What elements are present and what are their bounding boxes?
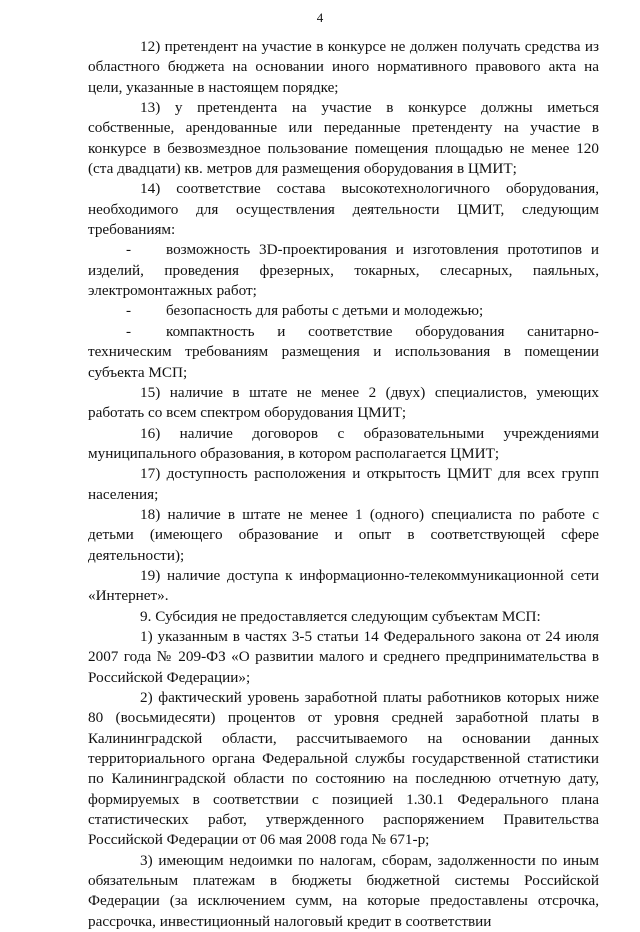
document-body — [88, 37, 599, 932]
paragraph-item-14: 14) соответствие состава высокотехнологичного оборудования, необходимого для осуществления деятельности ЦМИТ, следующим требованиям: — [88, 180, 599, 239]
paragraph-item-19: 19) наличие доступа к информационно-телекоммуникационной сети «Интернет». — [88, 566, 599, 605]
dash-marker: - — [126, 302, 132, 320]
bullet-item-compactness — [88, 322, 599, 383]
bullet-item-safety — [88, 301, 599, 321]
page-number: 4 — [316, 10, 324, 25]
bullet-text: безопасность для работы с детьми и молодежью; — [166, 302, 484, 320]
bullet-item-3d — [88, 240, 599, 301]
bullet-text: компактность и соответствие оборудования санитарно-техническим требованиям размещения и использования в помещении субъекта МСП; — [88, 322, 599, 381]
paragraph-item-15: 15) наличие в штате не менее 2 (двух) специалистов, умеющих работать со всем спектром оборудования ЦМИТ; — [88, 383, 599, 422]
paragraph-item-17: 17) доступность расположения и открытость ЦМИТ для всех групп населения; — [88, 465, 599, 503]
paragraph-item-16: 16) наличие договоров с образовательными учреждениями муниципального образования, в котором располагается ЦМИТ; — [88, 424, 599, 462]
bullet-text: возможность 3D-проектирования и изготовления прототипов и изделий, проведения фрезерных, токарных, слесарных, паяльных, электромонтажных работ; — [88, 241, 599, 300]
paragraph-item-13: 13) у претендента на участие в конкурсе должны иметься собственные, арендованные или переданные претенденту на участие в конкурсе в безвозмездное пользование помещения площадью не менее 120 (ста двадцати) кв. метров для размещения оборудования в ЦМИТ; — [88, 99, 599, 178]
dash-marker: - — [126, 322, 132, 340]
exclusion-item-3: 3) имеющим недоимки по налогам, сборам, задолженности по иным обязательным платежам в бюджеты бюджетной системы Российской Федерации (за исключением сумм, на которые предоставлены отсрочка, рассрочка, инвестиционный налоговый кредит в соответствии — [88, 851, 599, 930]
paragraph-item-12: 12) претендент на участие в конкурсе не должен получать средства из областного бюджета на основании иного нормативного правового акта на цели, указанные в настоящем порядке; — [88, 38, 599, 96]
exclusion-item-2: 2) фактический уровень заработной платы работников которых ниже 80 (восьмидесяти) процентов от уровня средней заработной платы в Калининградской области, рассчитываемого на основании данных территориального органа Федеральной службы государственной статистики по Калининградской области по состоянию на последнюю отчетную дату, формируемых в соответствии с позицией 1.30.1 Федерального плана статистических работ, утвержденного распоряжением Правительства Российской Федерации от 06 мая 2008 года № 671-р; — [88, 689, 599, 849]
dash-marker: - — [126, 241, 132, 259]
section-9-heading: 9. Субсидия не предоставляется следующим субъектам МСП: — [140, 607, 541, 625]
exclusion-item-1: 1) указанным в частях 3-5 статьи 14 Федерального закона от 24 июля 2007 года № 209-ФЗ «О развитии малого и среднего предпринимательства в Российской Федерации»; — [88, 627, 599, 686]
paragraph-item-18: 18) наличие в штате не менее 1 (одного) специалиста по работе с детьми (имеющего образование и опыт в соответствующей сфере деятельности); — [88, 505, 599, 564]
